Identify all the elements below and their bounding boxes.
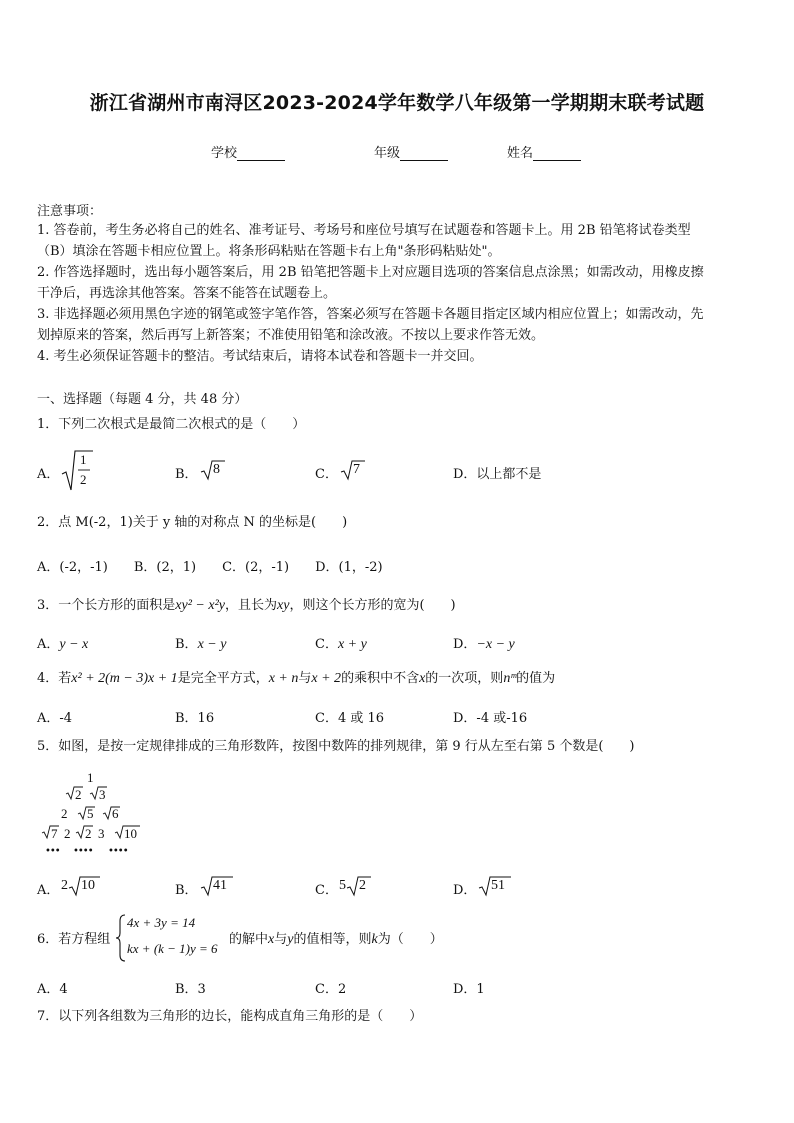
q1-c-radicand: 7 (353, 462, 360, 477)
radical-sign-icon (339, 875, 373, 897)
q1-option-b-radical (200, 459, 226, 481)
q4-xn: x + n (268, 671, 299, 686)
section-heading: 一、选择题（每题 4 分，共 48 分） (37, 392, 248, 407)
q3-option-c (315, 633, 367, 653)
q5-a-coef: 2 (61, 878, 68, 893)
q5-option-b-label: B． (175, 883, 198, 898)
q1-a-denominator: 2 (80, 472, 87, 487)
q1-a-numerator: 1 (80, 452, 87, 467)
number-triangle-figure (40, 770, 150, 862)
q4-nm: nᵐ (503, 671, 517, 686)
q1-option-c-radical (340, 459, 366, 481)
name-label: 姓名 (507, 146, 534, 161)
q3-stem-mid: ，且长为 (224, 598, 277, 613)
q6-stem-post: 为（ ） (377, 932, 443, 947)
q1-option-c-label: C． (315, 467, 338, 482)
notice-line-2: （B）填涂在答题卡相应位置上。将条形码粘贴在答题卡右上角"条形码粘贴处"。 (37, 244, 501, 259)
q3-a-label: A． (37, 637, 60, 652)
q4-stem-mid4: 的一次项，则 (425, 671, 504, 686)
tri-r4b: 2 (64, 826, 71, 841)
q6-option-c: C．2 (315, 982, 347, 997)
grade-blank[interactable] (400, 146, 448, 161)
q3-stem-pre: 3．一个长方形的面积是 (37, 598, 176, 613)
q5-c-radicand: 2 (359, 878, 366, 893)
tri-r4c: 2 (85, 826, 92, 841)
name-field (507, 142, 581, 161)
notice-line-5: 3. 非选择题必须用黑色字迹的钢笔或签字笔作答，答案必须写在答题卡各题目指定区域内相应位置上；如需改动，先 (37, 307, 704, 322)
q6-with: 与 (274, 932, 288, 947)
q3-a-value: y − x (59, 637, 89, 652)
q5-option-b-value (200, 875, 234, 897)
tri-r3a: 2 (61, 806, 68, 821)
q3-option-b (175, 633, 226, 653)
q6-system (115, 913, 230, 963)
tri-r1: 1 (87, 770, 94, 785)
q1-stem: 1．下列二次根式是最简二次根式的是（ ） (37, 417, 306, 432)
q4-x: x (419, 671, 426, 686)
radical-sign-icon (60, 448, 94, 492)
q7-stem: 7．以下列各组数为三角形的边长，能构成直角三角形的是（ ） (37, 1009, 423, 1024)
q5-option-c-label: C． (315, 883, 338, 898)
q5-option-c-value (339, 875, 373, 897)
q4-expr: x² + 2(m − 3)x + 1 (71, 671, 178, 686)
q5-stem: 5．如图，是按一定规律排成的三角形数阵，按图中数阵的排列规律，第 9 行从左至右第 5 个数是( ) (37, 739, 635, 754)
q3-area: xy² − x²y (175, 598, 225, 613)
q4-option-a: A．-4 (37, 711, 73, 726)
notice-line-1: 1. 答卷前，考生务必将自己的姓名、准考证号、考场号和座位号填写在试题卷和答题卡上。用 2B 铅笔将试卷类型 (37, 223, 691, 238)
q6-equation-1: 4x + 3y = 14 (127, 915, 196, 930)
q2-stem: 2．点 M(-2，1)关于 y 轴的对称点 N 的坐标是( ) (37, 515, 348, 530)
tri-r4e: 10 (124, 826, 137, 841)
q6-stem-mid: 的解中 (229, 932, 269, 947)
q3-b-value: x − y (197, 637, 227, 652)
tri-r2b: 3 (99, 787, 106, 802)
q3-d-value: −x − y (476, 637, 515, 652)
tri-r2a: 2 (75, 787, 82, 802)
school-blank[interactable] (237, 146, 285, 161)
q4-stem-mid1: 是完全平方式， (177, 671, 269, 686)
q4-stem-mid3: 的乘积中不含 (341, 671, 420, 686)
q1-option-a-label: A． (37, 467, 60, 482)
q6-option-b: B．3 (175, 982, 206, 997)
q5-option-d-label: D． (453, 883, 477, 898)
q6-k: k (371, 932, 378, 947)
school-label: 学校 (211, 146, 238, 161)
q6-stem-rest (229, 930, 443, 950)
q6-stem-pre: 6．若方程组 (37, 932, 111, 947)
notice-line-3: 2. 作答选择题时，选出每小题答案后，用 2B 铅笔把答题卡上对应题目选项的答案信息点涂黑；如需改动，用橡皮擦 (37, 265, 704, 280)
q5-b-radicand: 41 (213, 878, 227, 893)
brace-icon (115, 913, 127, 963)
q3-b-label: B． (175, 637, 198, 652)
q6-option-a: A．4 (37, 982, 68, 997)
tri-r3c: 6 (112, 806, 119, 821)
q4-x2: x + 2 (311, 671, 342, 686)
grade-field (374, 142, 448, 161)
tri-r4a: 7 (51, 826, 58, 841)
notice-line-6: 划掉原来的答案，然后再写上新答案；不准使用铅笔和涂改液。不按以上要求作答无效。 (37, 328, 545, 343)
q3-option-a (37, 633, 88, 653)
q3-stem (37, 596, 456, 616)
q3-c-value: x + y (337, 637, 367, 652)
q3-stem-post: ，则这个长方形的宽为( ) (289, 598, 456, 613)
q1-b-radicand: 8 (213, 462, 220, 477)
notice-heading: 注意事项： (37, 204, 103, 219)
notice-line-4: 干净后，再选涂其他答案。答案不能答在试题卷上。 (37, 286, 337, 301)
q6-option-d: D．1 (453, 982, 485, 997)
q5-a-radicand: 10 (81, 878, 95, 893)
tri-r3b: 5 (87, 806, 94, 821)
q5-option-d-value (478, 875, 512, 897)
q5-option-a-label: A． (37, 883, 60, 898)
q3-d-label: D． (453, 637, 477, 652)
q6-equation-2: kx + (k − 1)y = 6 (127, 941, 218, 956)
q6-x: x (268, 932, 275, 947)
q4-stem (37, 669, 555, 689)
grade-label: 年级 (374, 146, 401, 161)
q4-option-b: B．16 (175, 711, 215, 726)
q5-d-radicand: 51 (491, 878, 505, 893)
q3-c-label: C． (315, 637, 338, 652)
q1-option-d: D．以上都不是 (453, 467, 542, 482)
q1-option-a-radical (60, 448, 94, 492)
notice-line-7: 4. 考生必须保证答题卡的整洁。考试结束后，请将本试卷和答题卡一并交回。 (37, 349, 483, 364)
q4-stem-pre: 4．若 (37, 671, 72, 686)
q6-stem-mid2: 的值相等，则 (293, 932, 372, 947)
name-blank[interactable] (533, 146, 581, 161)
q4-stem-post: 的值为 (516, 671, 556, 686)
q2-options: A．(-2，-1) B．(2，1) C．(2，-1) D．(1，-2) (37, 560, 383, 575)
q1-option-b-label: B． (175, 467, 198, 482)
page-title: 浙江省湖州市南浔区2023-2024学年数学八年级第一学期期末联考试题 (89, 92, 705, 114)
tri-r4d: 3 (98, 826, 105, 841)
q4-option-c: C．4 或 16 (315, 711, 385, 726)
q3-option-d (453, 633, 515, 653)
q3-length: xy (277, 598, 290, 613)
q4-option-d: D．-4 或-16 (453, 711, 528, 726)
q5-option-a-value (61, 875, 101, 897)
tri-dots-3: •••• (108, 846, 128, 857)
school-field (211, 142, 285, 161)
q5-c-coef: 5 (339, 878, 346, 893)
q6-y: y (287, 932, 294, 947)
tri-dots-2: •••• (73, 846, 93, 857)
tri-dots-1: ••• (45, 846, 60, 857)
q4-stem-mid2: 与 (298, 671, 312, 686)
